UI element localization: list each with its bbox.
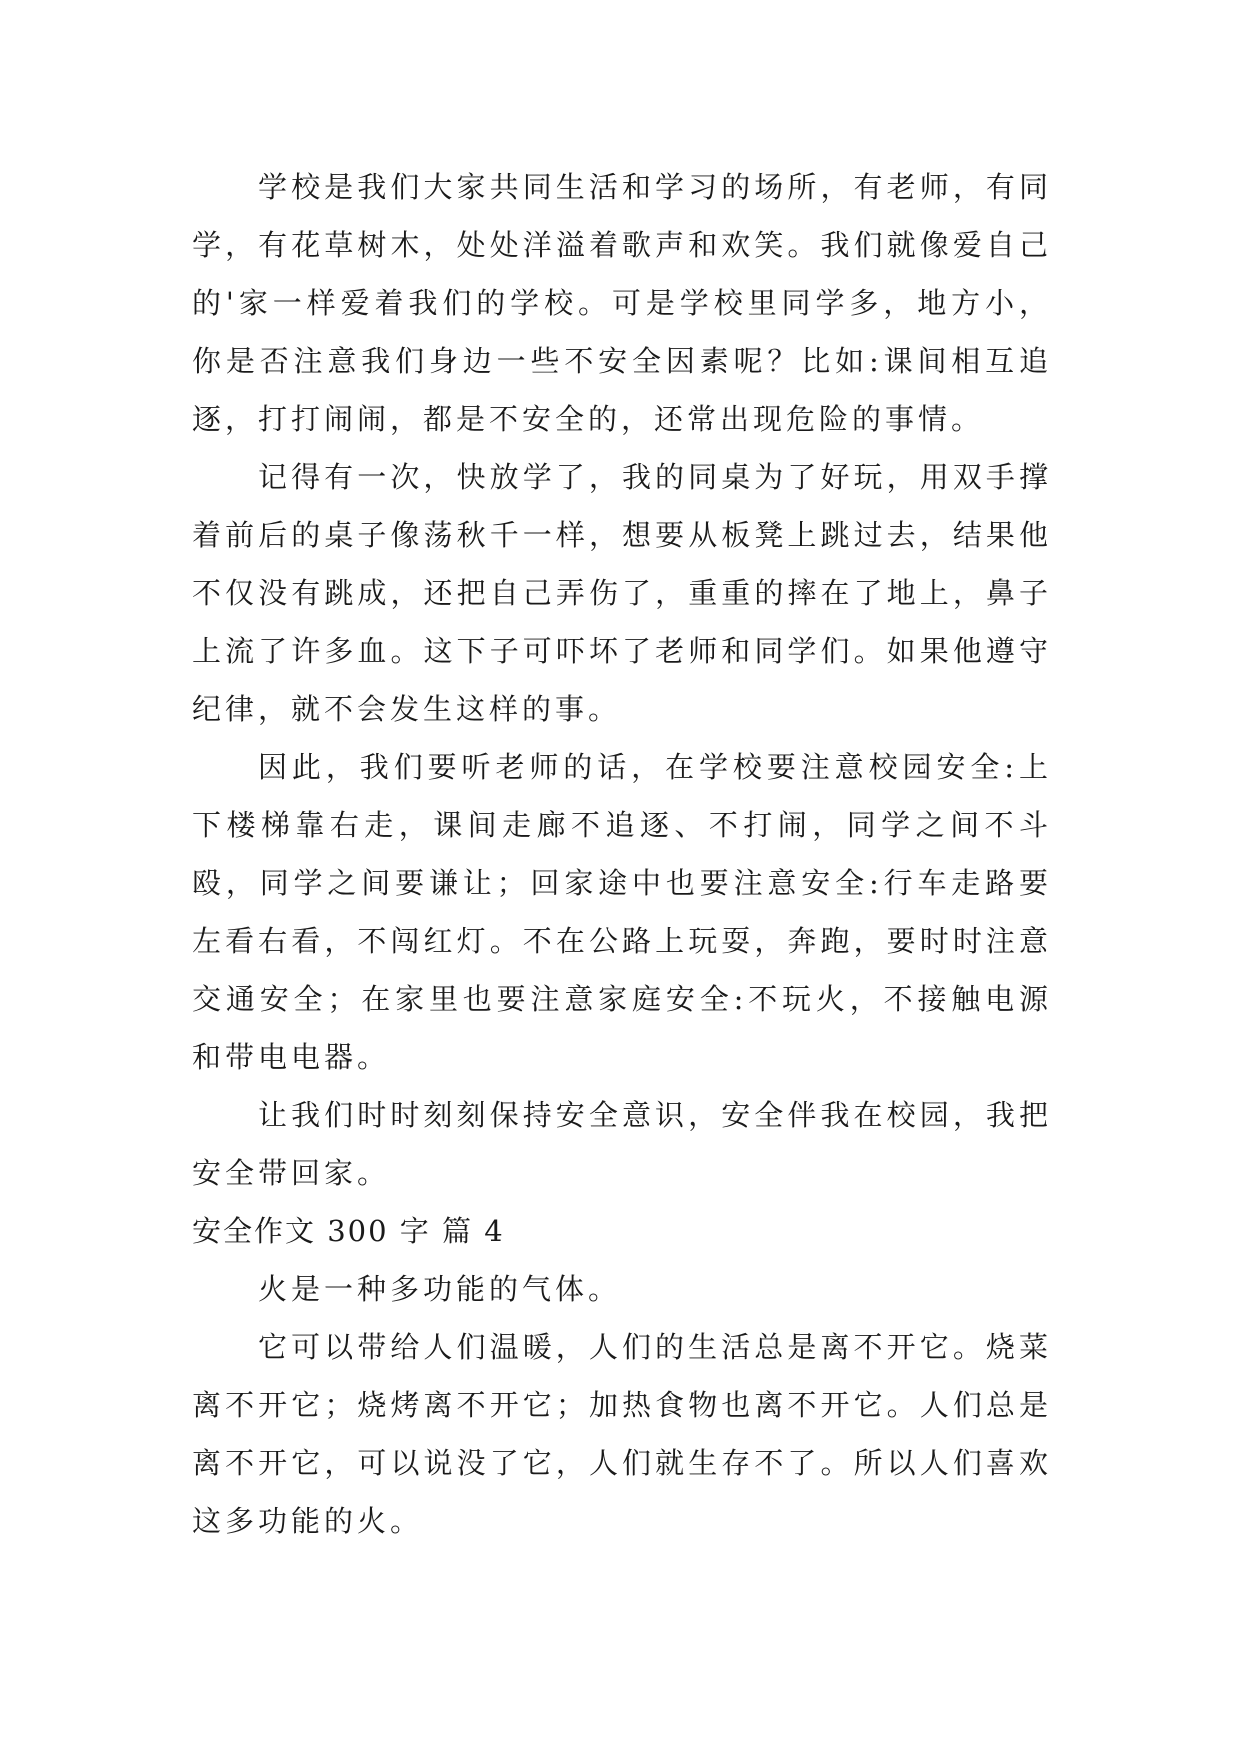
paragraph-fire-uses: 它可以带给人们温暖，人们的生活总是离不开它。烧菜离不开它；烧烤离不开它；加热食物也离不开它。人们总是离不开它，可以说没了它，人们就生存不了。所以人们喜欢这多功能的火。: [192, 1330, 1052, 1538]
paragraph-safety-conclusion: 让我们时时刻刻保持安全意识，安全伴我在校园，我把安全带回家。: [192, 1098, 1052, 1190]
paragraph-safety-rules: 因此，我们要听老师的话，在学校要注意校园安全:上下楼梯靠右走，课间走廊不追逐、不打闹，同学之间不斗殴，同学之间要谦让；回家途中也要注意安全:行车走路要左看右看，不闯红灯。不在公路上玩耍，奔跑，要时时注意交通安全；在家里也要注意家庭安全:不玩火，不接触电源和带电电器。: [192, 750, 1052, 1074]
paragraph-fire-intro: 火是一种多功能的气体。: [258, 1272, 622, 1306]
paragraph-deskmate-story: 记得有一次，快放学了，我的同桌为了好玩，用双手撑着前后的桌子像荡秋千一样，想要从板凳上跳过去，结果他不仅没有跳成，还把自己弄伤了，重重的摔在了地上，鼻子上流了许多血。这下子可吓坏了老师和同学们。如果他遵守纪律，就不会发生这样的事。: [192, 460, 1052, 726]
essay-heading: 安全作文 300 字 篇 4: [192, 1214, 505, 1248]
document-page: [192, 158, 1052, 1550]
paragraph-school-safety-intro: 学校是我们大家共同生活和学习的场所，有老师，有同学，有花草树木，处处洋溢着歌声和欢笑。我们就像爱自己的'家一样爱着我们的学校。可是学校里同学多，地方小，你是否注意我们身边一些不安全因素呢？比如:课间相互追逐，打打闹闹，都是不安全的，还常出现危险的事情。: [192, 170, 1052, 436]
